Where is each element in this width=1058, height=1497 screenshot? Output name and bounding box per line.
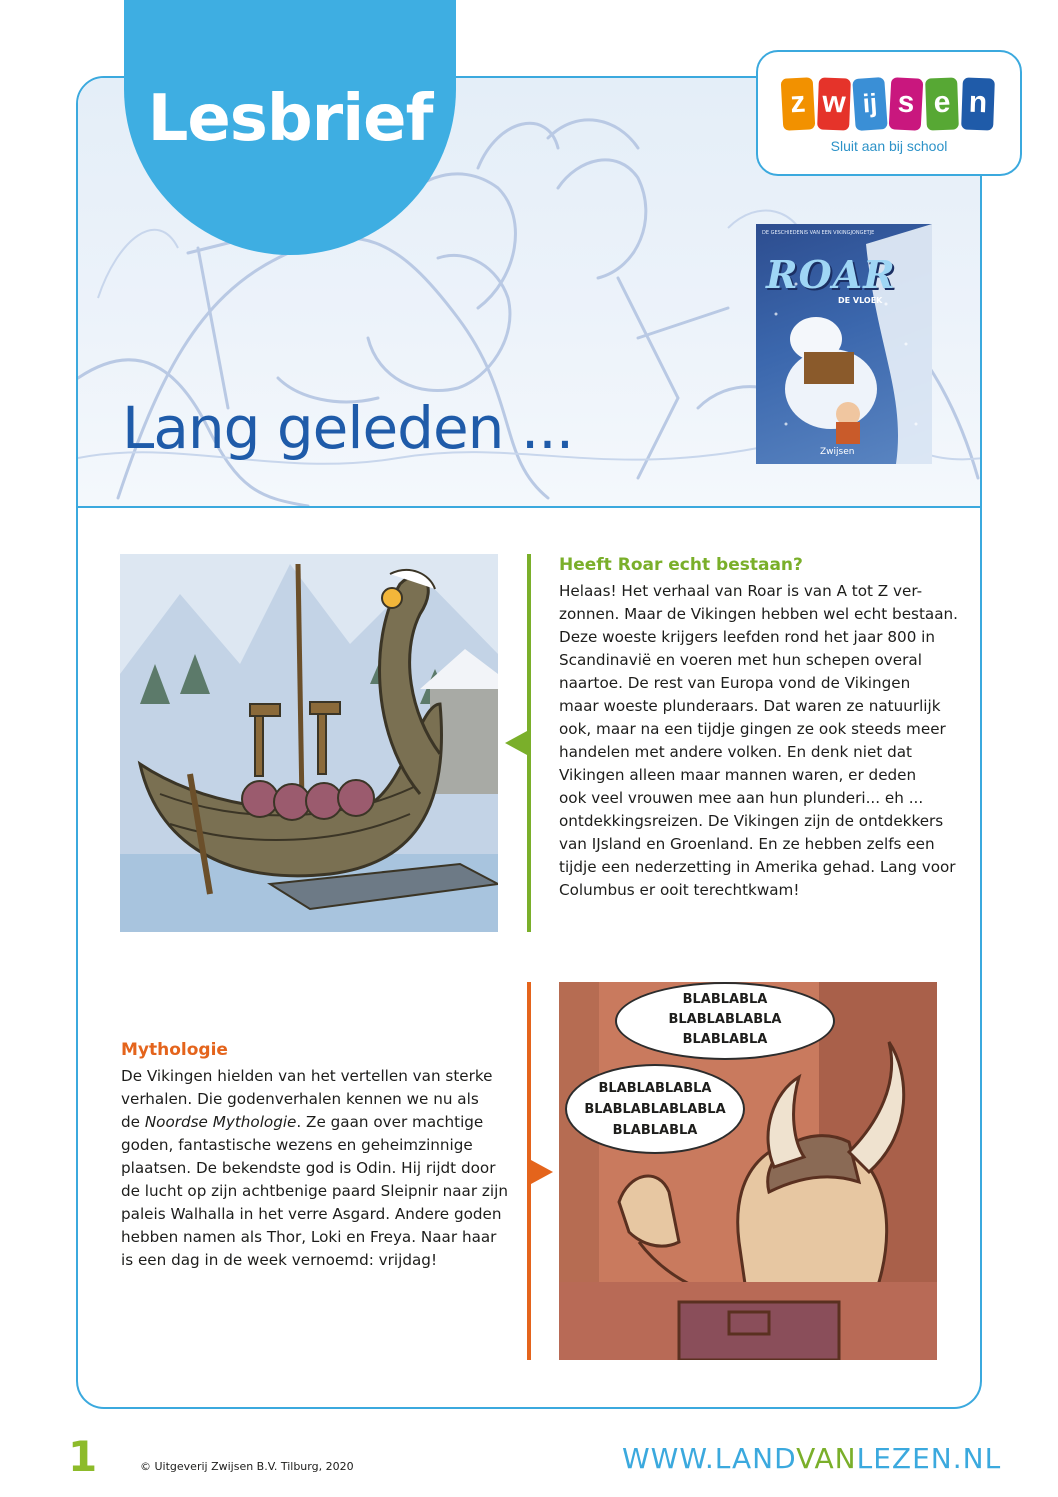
section2-body bbox=[121, 1065, 511, 1272]
viking-ship-illustration bbox=[120, 554, 498, 932]
speech-bubble-top bbox=[615, 982, 835, 1060]
url-part: LEZEN bbox=[856, 1442, 953, 1475]
section1-title: Heeft Roar echt bestaan? bbox=[559, 555, 803, 575]
section2-line: goden, fantastische wezens en geheimzinnige bbox=[121, 1136, 473, 1154]
section1-line: tijdje een nederzetting in Amerika gehad. Lang voor bbox=[559, 858, 956, 876]
tab-title: Lesbrief bbox=[147, 82, 433, 156]
section1-line: handelen met andere volken. En denk niet dat bbox=[559, 743, 913, 761]
cover-subtitle: DE VLOEK bbox=[838, 296, 883, 305]
bubble-text: BLABLABLA bbox=[612, 1123, 698, 1138]
noordse-mythologie-emphasis: Noordse Mythologie bbox=[144, 1113, 297, 1131]
cover-top-text: DE GESCHIEDENIS VAN EEN VIKINGJONGETJE bbox=[762, 230, 875, 236]
page-number: 1 bbox=[68, 1432, 98, 1481]
section1-line: maar woeste plunderaars. Dat waren ze natuurlijk bbox=[559, 697, 941, 715]
section1-line: ook veel vrouwen mee aan hun plunderi... eh ... bbox=[559, 789, 924, 807]
section1-line: Helaas! Het verhaal van Roar is van A tot Z ver- bbox=[559, 582, 923, 600]
section1-body bbox=[559, 580, 959, 902]
section2-line: is een dag in de week vernoemd: vrijdag! bbox=[121, 1251, 438, 1269]
bubble-text: BLABLABLABLA bbox=[598, 1081, 712, 1096]
bubble-text: BLABLABLA bbox=[682, 992, 768, 1007]
section2-arrow bbox=[531, 1160, 553, 1184]
logo-letter-ij: ij bbox=[852, 77, 888, 131]
book-cover bbox=[756, 224, 932, 464]
logo-letter-e: e bbox=[925, 77, 959, 130]
url-part: WWW.LAND bbox=[622, 1442, 797, 1475]
section2-line: hebben namen als Thor, Loki en Freya. Naar haar bbox=[121, 1228, 497, 1246]
bubble-text: BLABLABLABLABLA bbox=[584, 1102, 726, 1117]
speech-bubble-middle bbox=[565, 1064, 745, 1154]
section1-line: ook, maar na een tijdje gingen ze ook steeds meer bbox=[559, 720, 946, 738]
url-part: .NL bbox=[952, 1442, 1002, 1475]
website-link[interactable] bbox=[622, 1442, 1001, 1475]
section2-title: Mythologie bbox=[121, 1040, 228, 1060]
section2-line: paleis Walhalla in het verre Asgard. Andere goden bbox=[121, 1205, 502, 1223]
logo-letter-n: n bbox=[961, 77, 995, 130]
section2-line: de Noordse Mythologie. Ze gaan over machtige bbox=[121, 1113, 484, 1131]
zwijsen-logo[interactable] bbox=[756, 50, 1022, 176]
section2-line: plaatsen. De bekendste god is Odin. Hij rijdt door bbox=[121, 1159, 496, 1177]
page-title: Lang geleden ... bbox=[122, 394, 574, 462]
copyright: © Uitgeverij Zwijsen B.V. Tilburg, 2020 bbox=[140, 1460, 354, 1473]
cover-publisher: Zwijsen bbox=[820, 447, 855, 457]
section1-line: zonnen. Maar de Vikingen hebben wel echt bestaan. bbox=[559, 605, 958, 623]
logo-tagline: Sluit aan bij school bbox=[830, 138, 948, 154]
section2-line: De Vikingen hielden van het vertellen van sterke bbox=[121, 1067, 493, 1085]
section1-arrow bbox=[505, 731, 527, 755]
logo-letter-s: s bbox=[889, 77, 924, 131]
section2-line: verhalen. Die godenverhalen kennen we nu als bbox=[121, 1090, 479, 1108]
section1-divider bbox=[527, 554, 531, 932]
url-part: VAN bbox=[796, 1442, 857, 1475]
section1-line: Columbus er ooit terechtkwam! bbox=[559, 881, 800, 899]
viking-storyteller-illustration bbox=[559, 982, 937, 1360]
section2-line: de lucht op zijn achtbenige paard Sleipnir naar zijn bbox=[121, 1182, 508, 1200]
logo-letter-w: w bbox=[817, 77, 851, 130]
section1-line: van IJsland en Groenland. En ze hebben zelfs een bbox=[559, 835, 935, 853]
logo-letter-z: z bbox=[781, 77, 816, 131]
bubble-text: BLABLABLABLA bbox=[668, 1012, 782, 1027]
bubble-text: BLABLABLA bbox=[682, 1032, 768, 1047]
section1-line: Scandinavië en voeren met hun schepen overal bbox=[559, 651, 922, 669]
section1-line: Vikingen alleen maar mannen waren, er deden bbox=[559, 766, 917, 784]
section1-line: ontdekkingsreizen. De Vikingen zijn de ontdekkers bbox=[559, 812, 944, 830]
section1-line: Deze woeste krijgers leefden rond het jaar 800 in bbox=[559, 628, 936, 646]
cover-title: ROAR bbox=[766, 252, 896, 297]
section1-line: naartoe. De rest van Europa vond de Vikingen bbox=[559, 674, 911, 692]
